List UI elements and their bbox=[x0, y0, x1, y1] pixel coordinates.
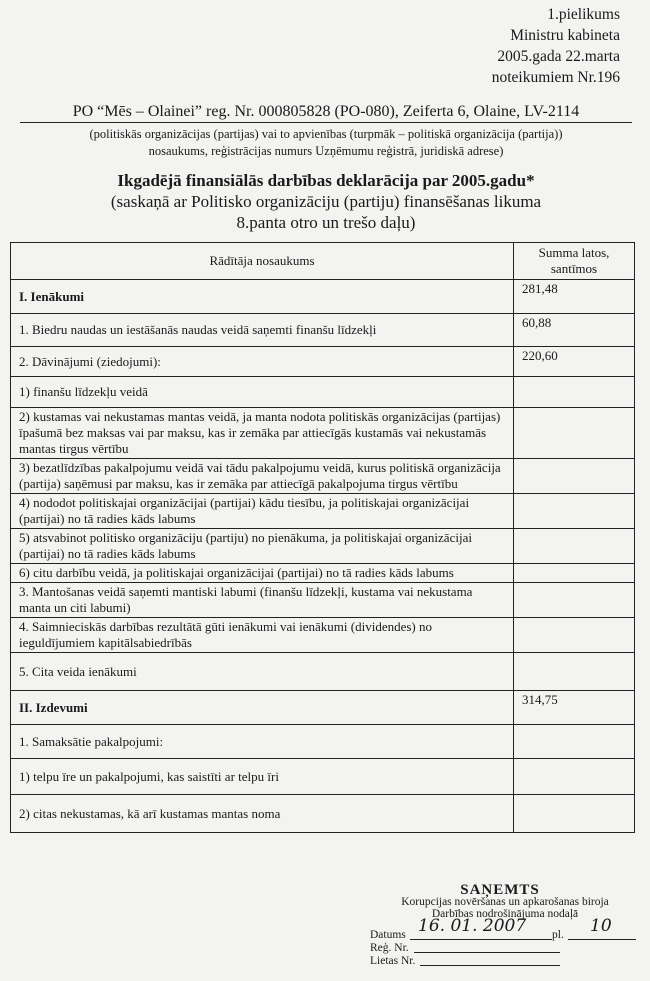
title-sub: 8.panta otro un trešo daļu) bbox=[236, 213, 416, 232]
table-row bbox=[11, 459, 635, 494]
declaration-table bbox=[10, 242, 635, 833]
table-row bbox=[11, 347, 635, 377]
table-row bbox=[11, 280, 635, 314]
row-label: 1) finanšu līdzekļu veidā bbox=[11, 377, 514, 408]
party-caption-line: (politiskās organizācijas (partijas) vai to apvienības (turpmāk – politiskā organizācija (partija)) bbox=[89, 127, 563, 141]
row-label: 2) kustamas vai nekustamas mantas veidā, ja manta nodota politiskās organizācijas (partijas) īpašumā bez maksas vai par maksu, kas ir zemāka par attiecīgās kustamās vai nekustamās mantas tirgus vērtību bbox=[11, 408, 514, 459]
row-label: 4. Saimnieciskās darbības rezultātā gūti ienākumi vai ienākumi (dividendes) no ieguldījumiem kapitālsabiedrībās bbox=[11, 618, 514, 653]
row-label: 6) citu darbību veidā, ja politiskajai organizācijai (partijai) no tā radies kāds labums bbox=[11, 564, 514, 583]
annex-line: 2005.gada 22.marta bbox=[497, 48, 620, 65]
stamp-date-row bbox=[370, 916, 640, 942]
row-value bbox=[514, 529, 635, 564]
row-value bbox=[514, 653, 635, 691]
row-value bbox=[514, 583, 635, 618]
row-label: 2) citas nekustamas, kā arī kustamas mantas noma bbox=[11, 795, 514, 833]
annex-line: Ministru kabineta bbox=[510, 27, 620, 44]
stamp-pl-value: 10 bbox=[590, 916, 612, 936]
title-main: Ikgadējā finansiālās darbības deklarācija par 2005.gadu* bbox=[117, 171, 535, 190]
row-value bbox=[514, 459, 635, 494]
row-value bbox=[514, 618, 635, 653]
party-name: PO “Mēs – Olainei” reg. Nr. 000805828 (PO-080), Zeiferta 6, Olaine, LV-2114 bbox=[20, 103, 632, 123]
table-row bbox=[11, 691, 635, 725]
row-value: 314,75 bbox=[514, 691, 635, 725]
table-row bbox=[11, 795, 635, 833]
stamp-office: Korupcijas novēršanas un apkarošanas biroja bbox=[401, 896, 609, 908]
party-caption bbox=[20, 126, 632, 160]
row-value bbox=[514, 564, 635, 583]
table-row bbox=[11, 529, 635, 564]
row-label: 2. Dāvinājumi (ziedojumi): bbox=[11, 347, 514, 377]
row-label: 5) atsvabinot politisko organizāciju (partiju) no pienākuma, ja politiskajai organizācijai (partijai) no tā radies kāds labums bbox=[11, 529, 514, 564]
row-value bbox=[514, 725, 635, 759]
table-row bbox=[11, 618, 635, 653]
row-label: 1. Samaksātie pakalpojumi: bbox=[11, 725, 514, 759]
table-row bbox=[11, 494, 635, 529]
stamp-head: SAŅEMTS bbox=[460, 882, 540, 898]
stamp-case-row bbox=[370, 955, 640, 968]
table-row bbox=[11, 314, 635, 347]
row-value bbox=[514, 795, 635, 833]
annex-line: noteikumiem Nr.196 bbox=[491, 69, 620, 86]
row-value bbox=[514, 408, 635, 459]
row-value: 60,88 bbox=[514, 314, 635, 347]
row-label: 1. Biedru naudas un iestāšanās naudas veidā saņemti finanšu līdzekļi bbox=[11, 314, 514, 347]
row-value bbox=[514, 494, 635, 529]
received-stamp bbox=[370, 884, 640, 968]
table-header bbox=[11, 243, 635, 280]
table-row bbox=[11, 377, 635, 408]
annex-reference bbox=[492, 4, 620, 88]
stamp-reg-label: Reģ. Nr. bbox=[370, 942, 409, 954]
table-row bbox=[11, 759, 635, 795]
table-row bbox=[11, 583, 635, 618]
row-value bbox=[514, 377, 635, 408]
row-value: 281,48 bbox=[514, 280, 635, 314]
row-label: 3. Mantošanas veidā saņemti mantiski labumi (finanšu līdzekļi, kustama vai nekustama manta un citi labumi) bbox=[11, 583, 514, 618]
stamp-date-value: 16. 01. 2007 bbox=[418, 916, 527, 936]
stamp-case-label: Lietas Nr. bbox=[370, 955, 416, 967]
row-label: 1) telpu īre un pakalpojumi, kas saistīti ar telpu īri bbox=[11, 759, 514, 795]
row-label: I. Ienākumi bbox=[11, 280, 514, 314]
stamp-reg-row bbox=[370, 942, 640, 955]
table-row bbox=[11, 564, 635, 583]
row-label: II. Izdevumi bbox=[11, 691, 514, 725]
table-row bbox=[11, 653, 635, 691]
stamp-department: Darbības nodrošinājuma nodaļā bbox=[431, 908, 579, 920]
title-sub: (saskaņā ar Politisko organizāciju (partiju) finansēšanas likuma bbox=[110, 192, 542, 211]
stamp-date-label: Datums bbox=[370, 929, 406, 941]
col-sum-header: Summa latos, santīmos bbox=[514, 243, 635, 280]
document-title bbox=[20, 170, 632, 233]
party-caption-line: nosaukums, reģistrācijas numurs Uzņēmumu reģistrā, juridiskā adrese) bbox=[148, 144, 504, 158]
row-value: 220,60 bbox=[514, 347, 635, 377]
row-label: 4) nododot politiskajai organizācijai (partijai) kādu tiesību, ja politiskajai organizācijai (partijai) no tā radies kāds labums bbox=[11, 494, 514, 529]
table-row bbox=[11, 408, 635, 459]
row-label: 5. Cita veida ienākumi bbox=[11, 653, 514, 691]
table-row bbox=[11, 725, 635, 759]
stamp-pl-label: pl. bbox=[552, 929, 564, 941]
annex-line: 1.pielikums bbox=[547, 6, 620, 23]
row-value bbox=[514, 759, 635, 795]
col-name-header: Rādītāja nosaukums bbox=[11, 243, 514, 280]
row-label: 3) bezatlīdzības pakalpojumu veidā vai tādu pakalpojumu veidā, kurus politiskā organizācija (partija) saņēmusi par maksu, kas ir zemāka par attiecīgā pakalpojuma tirgus vērtību bbox=[11, 459, 514, 494]
